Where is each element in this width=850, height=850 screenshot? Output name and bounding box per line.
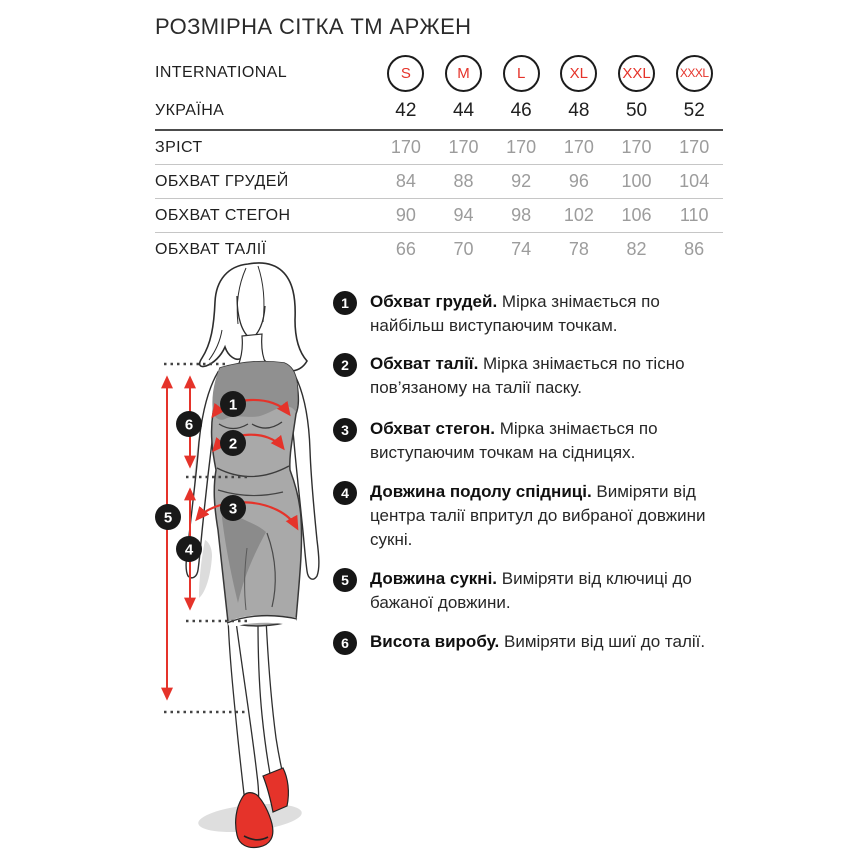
row-value: 66 [395,239,416,259]
legend-description: Виміряти від центра талії впритул до вибраної довжини сукні. [370,482,706,549]
row-value: 94 [453,205,474,225]
size-circle: M [445,55,482,92]
row-value: 102 [563,205,594,225]
figure-marker-4: 4 [184,541,194,559]
legend-term: Обхват талії. [370,354,484,373]
row-value: 170 [679,137,710,157]
ukraine-size-cell: 48 [568,99,590,121]
ukraine-size-cell: 50 [625,99,648,121]
row-value: 82 [626,239,647,259]
legend-number-badge: 1 [333,291,357,315]
row-value: 106 [621,205,652,225]
legend-description: Мірка знімається по тісно пов’язаному на талії паску. [370,354,685,397]
page-title: РОЗМІРНА СІТКА ТМ АРЖЕН [155,14,472,39]
ukraine-size-cell: 52 [683,99,705,121]
legend-number-badge: 4 [333,481,357,505]
legend-term: Обхват стегон. [370,419,500,438]
figure-marker-2: 2 [228,435,238,453]
legend-description: Виміряти від шиї до талії. [504,632,706,651]
legend-item [333,480,729,552]
row-value: 84 [395,171,416,191]
ukraine-size-cell: 44 [452,99,475,121]
row-value: 74 [511,239,532,259]
row-label: ОБХВАТ СТЕГОН [155,206,291,224]
row-value: 88 [453,171,474,191]
row-value: 104 [679,171,710,191]
row-value: 170 [506,137,537,157]
legend-number-badge: 3 [333,418,357,442]
row-value: 170 [563,137,594,157]
row-value: 100 [621,171,652,191]
legend-term: Висота виробу. [370,632,504,651]
ukraine-size-cell: 42 [395,99,417,121]
row-value: 110 [679,205,709,225]
ukraine-size-cell: 46 [510,99,532,121]
ukraine-label: УКРАЇНА [155,101,225,119]
size-circle: XXXL [676,55,713,92]
row-value: 70 [453,239,474,259]
row-value: 96 [568,171,589,191]
legend-number-badge: 5 [333,568,357,592]
legend-item [333,567,729,615]
row-value: 170 [448,137,479,157]
row-value: 90 [395,205,416,225]
size-circle: S [387,55,424,92]
row-value: 78 [568,239,589,259]
international-label: INTERNATIONAL [155,64,288,81]
legend-term: Обхват грудей. [370,292,502,311]
legend-item [333,630,729,654]
figure-marker-1: 1 [228,396,238,414]
row-value: 170 [621,137,652,157]
row-value: 92 [511,171,532,191]
size-circle: XXL [618,55,655,92]
figure-marker-5: 5 [163,509,173,527]
legend-number-badge: 6 [333,631,357,655]
row-value: 170 [390,137,421,157]
row-label: ЗРІСТ [155,138,203,156]
legend-description: Мірка знімається по найбільш виступаючим точкам. [370,292,660,335]
figure-marker-6: 6 [184,416,194,434]
row-value: 98 [511,205,532,225]
legend-item [333,352,729,400]
row-value: 86 [684,239,705,259]
size-circle: L [503,55,540,92]
legend-description: Мірка знімається по виступаючим точкам на сідницях. [370,419,658,462]
legend-term: Довжина подолу спідниці. [370,482,597,501]
legend-description: Виміряти від ключиці до бажаної довжини. [370,569,692,612]
row-label: ОБХВАТ ГРУДЕЙ [155,172,289,190]
size-circle: XL [560,55,597,92]
row-label: ОБХВАТ ТАЛІЇ [155,240,267,258]
legend-item [333,290,729,338]
legend-term: Довжина сукні. [370,569,502,588]
legend-item [333,417,729,465]
figure-marker-3: 3 [228,500,238,518]
legend-number-badge: 2 [333,353,357,377]
